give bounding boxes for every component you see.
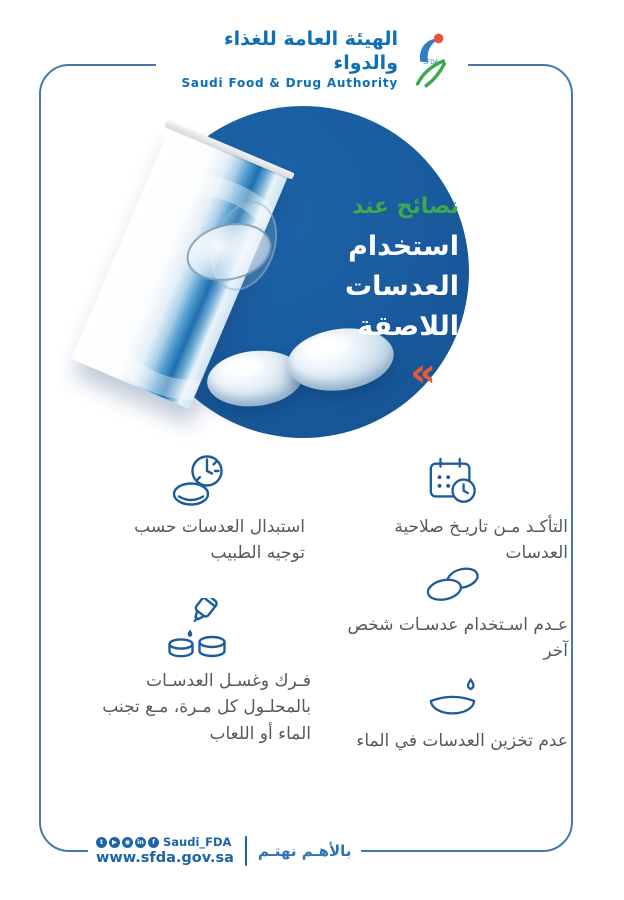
- tip-text: عـدم اسـتخدام عدسـات شخص آخر: [347, 615, 568, 662]
- social-icons: [96, 837, 159, 848]
- tip-text: التأكـد مـن تاريـخ صلاحية العدسات: [394, 517, 568, 564]
- lens-water-drop-icon: [426, 676, 480, 722]
- svg-text:SFDA: SFDA: [423, 59, 439, 66]
- two-lenses-icon: [422, 562, 484, 606]
- instagram-icon[interactable]: ◉: [122, 837, 133, 848]
- tip-no-storing-in-water: [338, 676, 568, 754]
- sfda-arabic-name: الهيئة العامة للغذاء والدواء: [223, 28, 398, 74]
- tip-replace-lenses-doctor: [92, 452, 305, 567]
- footer-divider: [245, 836, 247, 866]
- hero-title-line: العدسات: [344, 271, 459, 302]
- solution-bottle-lens-case-icon: [164, 598, 230, 662]
- footer-contact: [96, 836, 234, 867]
- footer-slogan: بالأهـم نهتـم: [257, 842, 352, 860]
- lens-clock-icon: [170, 452, 228, 508]
- facebook-icon[interactable]: f: [148, 837, 159, 848]
- hero-title: [333, 194, 459, 396]
- sfda-logo-text: [172, 28, 398, 90]
- website-link[interactable]: www.sfda.gov.sa: [96, 849, 234, 866]
- sfda-english-name: Saudi Food & Drug Authority: [181, 75, 398, 90]
- tip-text: عدم تخزين العدسات في الماء: [356, 731, 568, 751]
- tip-check-expiry-date: [338, 456, 568, 567]
- sfda-logo-mark-icon: [408, 29, 452, 89]
- hero-title-line: اللاصقة: [357, 311, 459, 342]
- double-chevron-left-icon: «: [410, 350, 433, 396]
- tip-text: فـرك وغسـل العدسـات بالمحلـول كل مـرة، مـع تجنب الماء أو اللعاب: [102, 671, 311, 744]
- twitter-icon[interactable]: t: [96, 837, 107, 848]
- tip-no-sharing-lenses: [338, 562, 568, 665]
- hero-title-highlight: نصائح عند: [352, 194, 459, 219]
- sfda-logo: [156, 24, 468, 94]
- youtube-icon[interactable]: ▶: [109, 837, 120, 848]
- tip-text: استبدال العدسات حسب توجيه الطبيب: [134, 517, 305, 564]
- linkedin-icon[interactable]: in: [135, 837, 146, 848]
- hero-title-line: استخدام: [348, 231, 459, 262]
- footer: [88, 828, 361, 874]
- social-handle[interactable]: Saudi_FDA: [163, 834, 232, 849]
- calendar-clock-icon: [425, 456, 481, 508]
- tip-rub-wash-with-solution: [83, 598, 311, 747]
